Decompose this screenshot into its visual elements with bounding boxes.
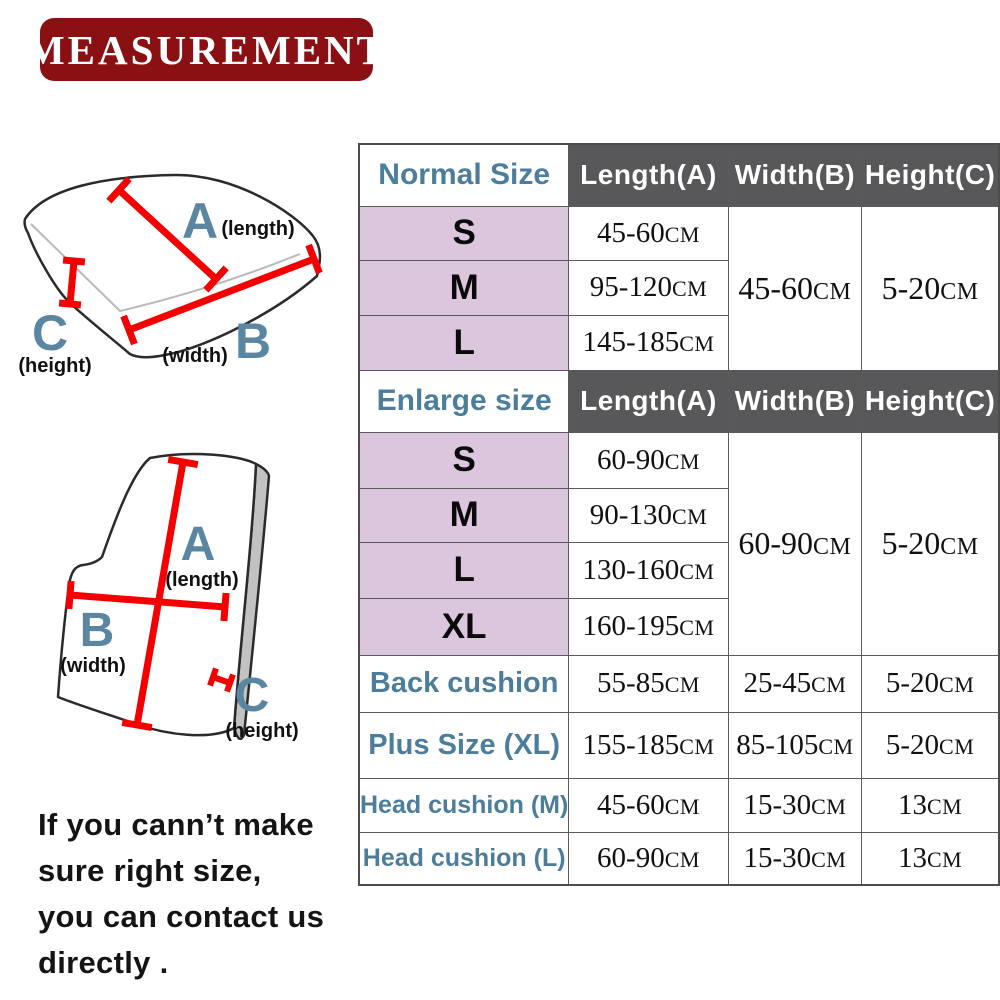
length-value (569, 432, 728, 488)
seat-width-label: (width) (162, 345, 228, 367)
size-chart-table (358, 143, 1000, 886)
value-number: 160-195 (582, 610, 680, 642)
size-label: XL (359, 598, 569, 655)
length-value (569, 598, 728, 655)
unit-label: CM (939, 733, 975, 759)
value-number: 15-30 (743, 841, 812, 874)
back-cushion-row (359, 655, 999, 712)
value-number: 5-20 (885, 667, 940, 699)
width-column-header: Width(B) (728, 144, 861, 206)
seat-letter-c: C (31, 305, 69, 361)
size-label: S (359, 432, 569, 488)
unit-label: CM (671, 276, 708, 301)
size-label: L (359, 315, 569, 370)
value-number: 25-45 (743, 667, 812, 699)
value-number: 13 (897, 788, 927, 821)
back-letter-b: B (79, 604, 115, 657)
normal-header-row (359, 144, 999, 206)
width-column-header: Width(B) (728, 370, 861, 432)
length-column-header: Length(A) (569, 144, 728, 206)
row-label: Head cushion (M) (359, 778, 569, 832)
unit-label: CM (679, 558, 715, 584)
value-number: 60-90 (738, 525, 814, 561)
head-cushion-m-row (359, 778, 999, 832)
seat-letter-b: B (234, 313, 272, 369)
note-line: you can contact us (38, 899, 325, 934)
height-value (862, 712, 999, 778)
length-value (569, 778, 728, 832)
width-value (728, 655, 861, 712)
width-value (728, 778, 861, 832)
width-tick-left (69, 581, 71, 609)
unit-label: CM (818, 733, 854, 759)
enlarge-size-section-title: Enlarge size (359, 370, 569, 432)
height-column-header: Height(C) (862, 370, 999, 432)
height-column-header: Height(C) (862, 144, 999, 206)
unit-label: CM (811, 846, 847, 872)
contact-note (38, 802, 324, 986)
unit-label: CM (664, 221, 700, 247)
back-height-label: (height) (225, 720, 299, 742)
unit-label: CM (671, 503, 708, 529)
value-number: 95-120 (589, 271, 672, 303)
value-number: 130-160 (582, 553, 680, 586)
length-value (569, 655, 728, 712)
unit-label: CM (664, 846, 700, 872)
value-number: 145-185 (582, 326, 680, 358)
back-cushion-diagram (40, 445, 340, 775)
value-number: 15-30 (743, 788, 812, 821)
size-label: M (359, 260, 569, 315)
width-value (728, 432, 861, 655)
value-number: 155-185 (582, 728, 680, 761)
unit-label: CM (679, 331, 715, 356)
length-value (569, 542, 728, 598)
value-number: 45-60 (738, 269, 814, 306)
size-label: M (359, 488, 569, 542)
size-label: S (359, 206, 569, 260)
unit-label: CM (940, 278, 979, 305)
note-line: sure right size, (38, 853, 262, 888)
value-number: 45-60 (597, 216, 665, 249)
width-value (728, 206, 861, 370)
enlarge-size-row-s (359, 432, 999, 488)
height-value (862, 832, 999, 885)
unit-label: CM (811, 672, 847, 697)
value-number: 5-20 (885, 728, 940, 761)
unit-label: CM (679, 615, 715, 640)
enlarge-header-row (359, 370, 999, 432)
length-column-header: Length(A) (569, 370, 728, 432)
back-width-label: (width) (60, 655, 126, 677)
unit-label: CM (664, 793, 700, 819)
unit-label: CM (664, 672, 700, 697)
plus-size-row (359, 712, 999, 778)
unit-label: CM (811, 793, 847, 819)
back-letter-c: C (234, 669, 270, 722)
normal-size-row-s (359, 206, 999, 260)
unit-label: CM (940, 534, 979, 560)
measurement-banner (25, 18, 388, 81)
length-value (569, 315, 728, 370)
length-value (569, 712, 728, 778)
length-value (569, 832, 728, 885)
seat-cushion-diagram (15, 158, 355, 398)
unit-label: CM (813, 534, 852, 560)
value-number: 5-20 (881, 525, 941, 561)
seat-letter-a: A (181, 193, 219, 249)
size-label: L (359, 542, 569, 598)
height-value (862, 206, 999, 370)
unit-label: CM (926, 793, 963, 819)
back-letter-a: A (180, 518, 216, 571)
length-value (569, 260, 728, 315)
width-value (728, 712, 861, 778)
unit-label: CM (926, 846, 963, 872)
unit-label: CM (813, 278, 852, 305)
unit-label: CM (939, 672, 975, 697)
row-label: Head cushion (L) (359, 832, 569, 885)
value-number: 90-130 (589, 498, 672, 531)
height-line (70, 261, 74, 304)
width-tick-right (224, 593, 226, 621)
value-number: 85-105 (736, 728, 819, 761)
value-number: 45-60 (597, 788, 665, 821)
normal-size-section-title: Normal Size (359, 144, 569, 206)
height-value (862, 432, 999, 655)
seat-cushion-outline (25, 175, 320, 357)
note-line: If you cann’t make (38, 807, 314, 842)
value-number: 60-90 (597, 841, 665, 874)
row-label: Plus Size (XL) (359, 712, 569, 778)
head-cushion-l-row (359, 832, 999, 885)
seat-length-label: (length) (221, 218, 295, 240)
length-value (569, 206, 728, 260)
value-number: 5-20 (881, 269, 941, 306)
height-value (862, 655, 999, 712)
seat-height-label: (height) (18, 355, 92, 377)
length-value (569, 488, 728, 542)
banner-title: MEASUREMENT (25, 26, 388, 73)
height-tick-top (63, 260, 85, 262)
note-line: directly . (38, 945, 169, 980)
value-number: 60-90 (597, 443, 665, 476)
row-label: Back cushion (359, 655, 569, 712)
unit-label: CM (664, 448, 700, 474)
width-value (728, 832, 861, 885)
value-number: 55-85 (597, 667, 665, 699)
back-length-label: (length) (165, 569, 239, 591)
value-number: 13 (897, 841, 927, 874)
unit-label: CM (679, 733, 715, 759)
height-value (862, 778, 999, 832)
